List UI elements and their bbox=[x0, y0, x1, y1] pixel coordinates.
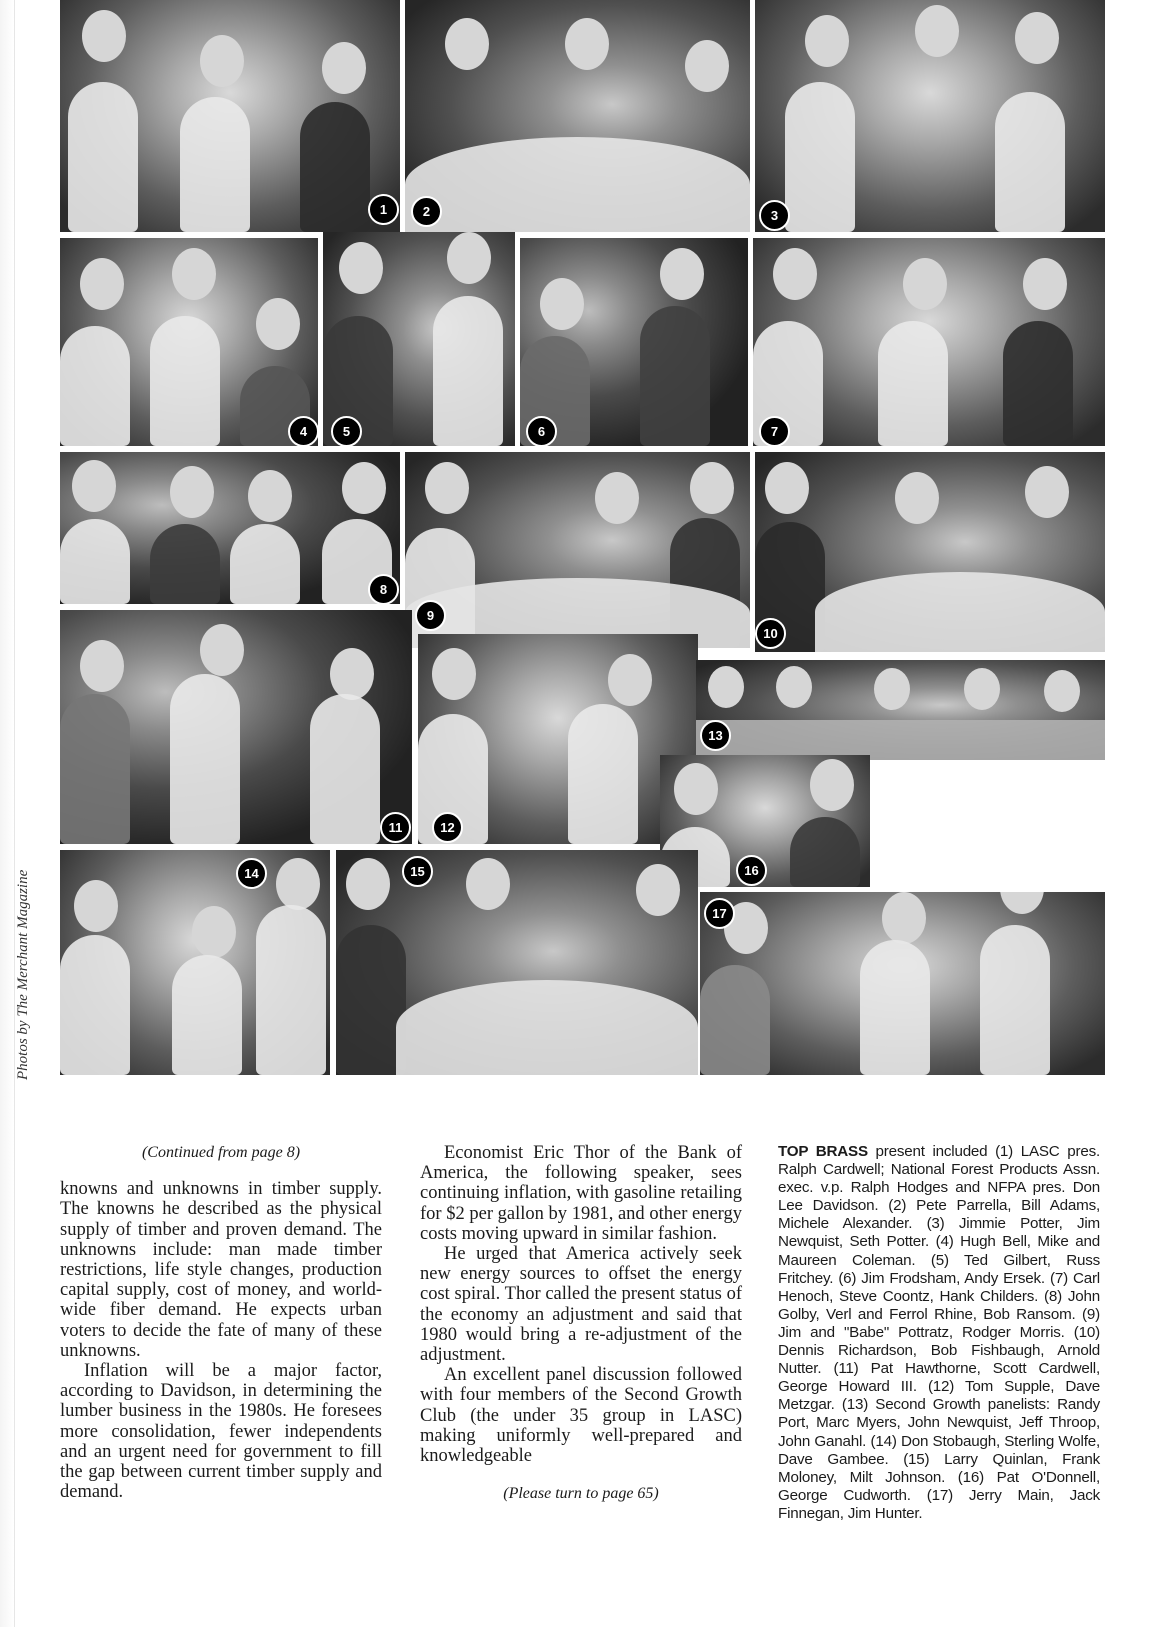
photo-number-badge: 15 bbox=[402, 856, 433, 887]
column-1 bbox=[60, 1143, 382, 1502]
column-2 bbox=[420, 1143, 742, 1504]
photo-number-badge: 3 bbox=[759, 200, 790, 231]
paragraph: Economist Eric Thor of the Bank of America, the following speaker, sees continuing inflation, with gasoline retailing for $2 per gallon by 1981, and other energy costs moving upward in similar fashion. bbox=[420, 1143, 742, 1244]
photo-5 bbox=[323, 232, 515, 446]
continued-note: (Continued from page 8) bbox=[141, 1144, 301, 1161]
photo-number-badge: 7 bbox=[759, 416, 790, 446]
photo-credit bbox=[15, 820, 52, 1080]
photo-number-badge: 8 bbox=[368, 574, 399, 604]
photo-10 bbox=[755, 452, 1105, 652]
photo-number-badge: 9 bbox=[415, 600, 446, 631]
photo-number-badge: 2 bbox=[411, 196, 442, 227]
paragraph: He urged that America actively seek new energy sources to offset the energy cost spiral. Thor called the present status of the economy an adjustment and said that 1980 would bring a re-adjustment of the adjustment. bbox=[420, 1244, 742, 1366]
photo-number-badge: 6 bbox=[526, 416, 557, 446]
photo-17 bbox=[700, 892, 1105, 1075]
photo-number-badge: 17 bbox=[704, 898, 735, 929]
photo-7 bbox=[753, 238, 1105, 446]
photo-number-badge: 11 bbox=[380, 812, 411, 843]
photo-collage bbox=[60, 0, 1105, 1115]
photo-number-badge: 14 bbox=[236, 858, 267, 889]
photo-4 bbox=[60, 238, 318, 446]
photo-caption bbox=[778, 1143, 1100, 1523]
photo-14 bbox=[60, 850, 330, 1075]
photo-1 bbox=[60, 0, 400, 232]
paragraph: knowns and unknowns in timber supply. The knowns he described as the physical supply of timber and proven demand. The unknowns include: man made timber restrictions, life style changes, production capital supply, cost of money, and world-wide fiber demand. He expects urban voters to decide the fate of many of these unknowns. bbox=[60, 1179, 382, 1361]
photo-8 bbox=[60, 452, 400, 604]
photo-15 bbox=[336, 850, 698, 1075]
photo-9 bbox=[405, 452, 750, 648]
photo-number-badge: 4 bbox=[288, 416, 318, 446]
caption-lead: TOP BRASS bbox=[778, 1143, 868, 1160]
photo-13 bbox=[696, 660, 1105, 760]
photo-2 bbox=[405, 0, 750, 232]
photo-number-badge: 12 bbox=[432, 812, 463, 843]
paragraph: An excellent panel discussion followed with four members of the Second Growth Club (the under 35 group in LASC) making uniformly well-prepared and knowledgeable bbox=[420, 1365, 742, 1467]
photo-number-badge: 10 bbox=[755, 618, 786, 649]
paragraph: Inflation will be a major factor, according to Davidson, in determining the lumber business in the 1980s. He foresees more consolidation, fewer independents and an urgent need for government to fill the gap between current timber supply and demand. bbox=[60, 1361, 382, 1503]
photo-credit-text: Photos by The Merchant Magazine bbox=[15, 869, 31, 1080]
photo-number-badge: 5 bbox=[331, 416, 362, 446]
caption-text: present included (1) LASC pres. Ralph Cardwell; National Forest Products Assn. exec. v.p. Ralph Hodges and NFPA pres. Don Lee Davidson. (2) Pete Parrella, Bill Adams, Michele Alexander. (3) Jimmie Potter, Jim Newquist, Seth Potter. (4) Hugh Bell, Mike and Maureen Coleman. (5) Ted Gilbert, Russ Fritchey. (6) Jim Frodsham, Andy Ersek. (7) Carl Henoch, Steve Coontz, Hank Childers. (8) John Golby, Verl and Ferrol Rhine, Bob Ransom. (9) Jim and "Babe" Pottratz, Rodger Morris. (10) Dennis Richardson, Bob Fishbaugh, Arnold Nutter. (11) Pat Hawthorne, Scott Cardwell, George Howard III. (12) Tom Supple, Dave Metzgar. (13) Second Growth panelists: Randy Port, Marc Myers, John Newquist, Jeff Throop, John Ganahl. (14) Don Stobaugh, Sterling Wolfe, Dave Gambee. (15) Larry Quinlan, Frank Moloney, Milt Johnson. (16) Pat O'Donnell, George Cudworth. (17) Jerry Main, Jack Finnegan, Jim Hunter. bbox=[778, 1143, 1100, 1522]
photo-11 bbox=[60, 610, 412, 844]
turn-page-note: (Please turn to page 65) bbox=[503, 1485, 659, 1503]
photo-3 bbox=[755, 0, 1105, 232]
photo-number-badge: 1 bbox=[368, 194, 399, 225]
photo-6 bbox=[520, 238, 748, 446]
photo-number-badge: 16 bbox=[736, 855, 767, 886]
page-margin-edge bbox=[0, 0, 15, 1627]
photo-12 bbox=[418, 634, 698, 844]
photo-number-badge: 13 bbox=[700, 720, 731, 751]
